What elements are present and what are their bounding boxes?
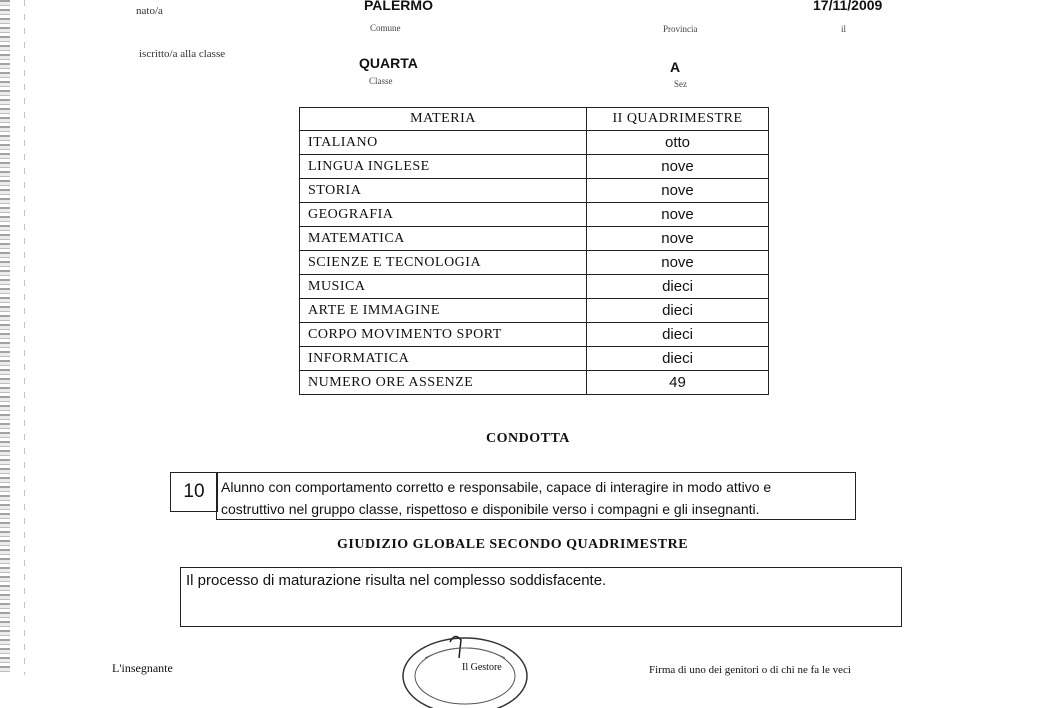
subject-cell: LINGUA INGLESE [300, 155, 587, 179]
grade-cell: nove [587, 227, 769, 251]
grade-cell: otto [587, 131, 769, 155]
conduct-title: CONDOTTA [486, 431, 570, 446]
header-subject: MATERIA [300, 108, 587, 131]
grade-rows [300, 131, 769, 395]
conduct-line-1: Alunno con comportamento corretto e responsabile, capace di interagire in modo attivo e [221, 479, 772, 495]
table-row [300, 251, 769, 275]
table-row [300, 179, 769, 203]
header-term: II QUADRIMESTRE [587, 108, 769, 131]
born-label: nato/a [136, 5, 163, 17]
table-row [300, 275, 769, 299]
grades-table [299, 107, 769, 395]
table-row [300, 347, 769, 371]
stamp-caption: Il Gestore [462, 662, 502, 673]
table-row [300, 227, 769, 251]
subject-cell: ARTE E IMMAGINE [300, 299, 587, 323]
table-row [300, 371, 769, 395]
subject-cell: GEOGRAFIA [300, 203, 587, 227]
birth-place: PALERMO [364, 0, 433, 13]
subject-cell: SCIENZE E TECNOLOGIA [300, 251, 587, 275]
grade-cell: 49 [587, 371, 769, 395]
province-caption: Provincia [663, 24, 698, 34]
grade-cell: nove [587, 251, 769, 275]
subject-cell: MATEMATICA [300, 227, 587, 251]
section-caption: Sez [674, 79, 687, 89]
class-caption: Classe [369, 76, 393, 86]
subject-cell: MUSICA [300, 275, 587, 299]
subject-cell: INFORMATICA [300, 347, 587, 371]
date-caption: il [841, 24, 847, 34]
conduct-description [216, 472, 856, 520]
table-row [300, 155, 769, 179]
parent-signature-label: Firma di uno dei genitori o di chi ne fa le veci [649, 664, 851, 676]
grade-cell: nove [587, 203, 769, 227]
grade-cell: nove [587, 155, 769, 179]
conduct-line-2: costruttivo nel gruppo classe, rispettoso e disponibile verso i compagni e gli insegnanti. [221, 501, 760, 517]
judgment-box [180, 567, 902, 627]
class-value: QUARTA [359, 55, 418, 71]
subject-cell: STORIA [300, 179, 587, 203]
conduct-score: 10 [170, 472, 218, 512]
judgment-text: Il processo di maturazione risulta nel complesso soddisfacente. [186, 572, 607, 589]
subject-cell: CORPO MOVIMENTO SPORT [300, 323, 587, 347]
table-header-row [300, 108, 769, 131]
teacher-label: L'insegnante [112, 661, 173, 675]
grade-cell: nove [587, 179, 769, 203]
scan-edge [0, 0, 10, 675]
table-row [300, 299, 769, 323]
grade-cell: dieci [587, 299, 769, 323]
section-value: A [670, 59, 681, 75]
grade-cell: dieci [587, 347, 769, 371]
enrolled-label: iscritto/a alla classe [139, 48, 226, 60]
scan-line [24, 0, 25, 675]
judgment-title: GIUDIZIO GLOBALE SECONDO QUADRIMESTRE [337, 537, 689, 552]
subject-cell: ITALIANO [300, 131, 587, 155]
table-row [300, 323, 769, 347]
birth-date: 17/11/2009 [813, 0, 883, 13]
table-row [300, 131, 769, 155]
grade-cell: dieci [587, 323, 769, 347]
subject-cell: NUMERO ORE ASSENZE [300, 371, 587, 395]
table-row [300, 203, 769, 227]
grade-cell: dieci [587, 275, 769, 299]
birth-place-caption: Comune [370, 23, 401, 33]
